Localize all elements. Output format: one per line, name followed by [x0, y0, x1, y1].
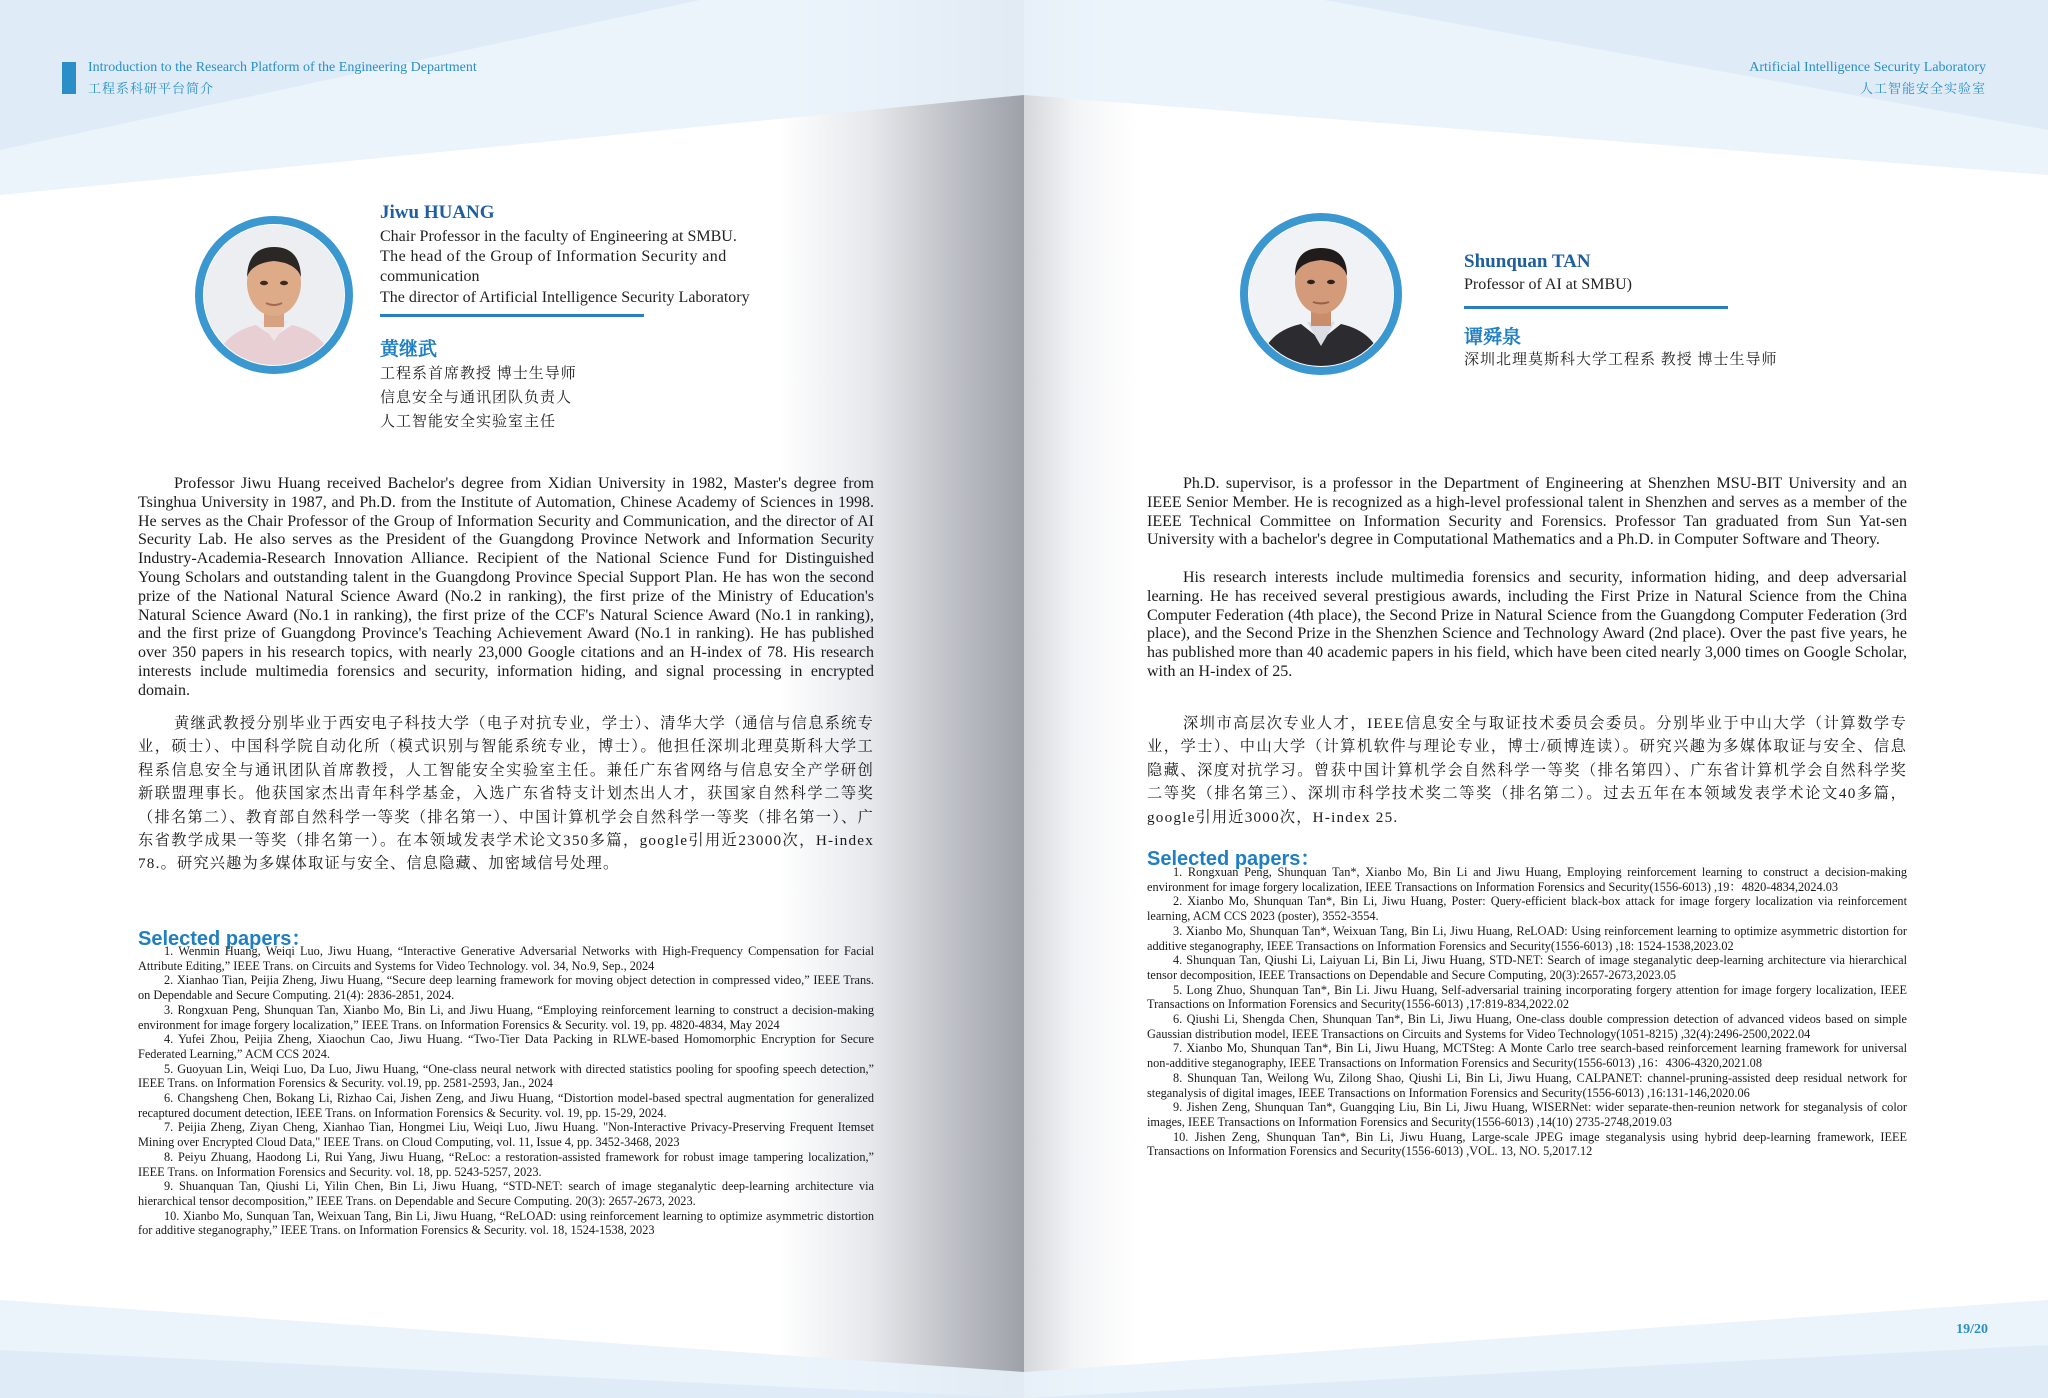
person-portrait-icon: [204, 225, 344, 365]
paper-item: 9. Shuanquan Tan, Qiushi Li, Yilin Chen, Bin Li, Jiwu Huang, “STD-NET: search of image steganalytic deep-learning architecture via hierarchical tensor decomposition,” IEEE Trans. on Dependable and Secure Computing. 20(3): 2657-2673, 2023.: [138, 1179, 874, 1208]
bio-paragraph-zh: 黄继武教授分别毕业于西安电子科技大学（电子对抗专业，学士）、清华大学（通信与信息系统专业，硕士）、中国科学院自动化所（模式识别与智能系统专业，博士）。他担任深圳北理莫斯科大学工程系信息安全与通讯团队首席教授，人工智能安全实验室主任。兼任广东省网络与信息安全产学研创新联盟理事长。他获国家杰出青年科学基金，入选广东省特支计划杰出人才，获国家自然科学二等奖（排名第二）、教育部自然科学一等奖（排名第一）、中国计算机学会自然科学一等奖（排名第一）、广东省教学成果一等奖（排名第一）。在本领域发表学术论文350多篇，google引用近23000次，H-index 78.。研究兴趣为多媒体取证与安全、信息隐藏、加密域信号处理。: [138, 715, 874, 873]
profile-name-zh: 谭舜泉: [1464, 326, 1522, 348]
bio-paragraph-en: His research interests include multimedia forensics and security, information hiding, and deep adversarial learning. He has received several prestigious awards, including the First Prize in Natural Science from the China Computer Federation (4th place), the Second Prize in Natural Science from the Guangdong Computer Federation (3rd place), and the Second Prize in the Shenzhen Science and Technology Award (2nd place). Over the past five years, he has published more than 40 academic papers in his field, which have been cited nearly 3,000 times on Google Scholar, with an H-index of 25.: [1147, 569, 1907, 680]
profile-title-line: communication: [380, 268, 480, 285]
paper-item: 4. Shunquan Tan, Qiushi Li, Laiyuan Li, Bin Li, Jiwu Huang, STD-NET: Search of image steganalytic deep-learning architecture via hierarchical tensor decomposition, IEEE Transactions on Dependable and Secure Computing, 20(3):2657-2673,2023.05: [1147, 953, 1907, 982]
profile-name-en: Jiwu HUANG: [380, 202, 495, 223]
profile-name-zh: 黄继武: [380, 338, 438, 360]
paper-item: 3. Rongxuan Peng, Shunquan Tan, Xianbo Mo, Bin Li, and Jiwu Huang, “Employing reinforcement learning to construct a decision-making environment for image forgery localization,” IEEE Trans. on Information Forensics & Security. vol. 19, pp. 4820-4834, May 2024: [138, 1002, 874, 1032]
paper-item: 8. Peiyu Zhuang, Haodong Li, Rui Yang, Jiwu Huang, “ReLoc: a restoration-assisted framework for robust image tampering localization,” IEEE Trans. on Information Forensics and Security. vol. 18, pp. 5243-5257, 2023.: [138, 1149, 874, 1179]
paper-item: 4. Yufei Zhou, Peijia Zheng, Xiaochun Cao, Jiwu Huang. “Two-Tier Data Packing in RLWE-based Homomorphic Encryption for Secure Federated Learning,” ACM CCS 2024.: [138, 1032, 874, 1061]
profile-title-zh: 工程系首席教授 博士生导师: [380, 366, 577, 382]
profile-title-zh: 深圳北理莫斯科大学工程系 教授 博士生导师: [1464, 352, 1778, 368]
person-portrait-icon: [1249, 222, 1393, 366]
profile-title-line: Professor of AI at SMBU): [1464, 276, 1632, 293]
profile-title-zh: 人工智能安全实验室主任: [380, 414, 557, 430]
paper-item: 1. Wenmin Huang, Weiqi Luo, Jiwu Huang, “Interactive Generative Adversarial Networks with High-Frequency Compensation for Facial Attribute Editing,” IEEE Trans. on Circuits and Systems for Video Technology. vol. 34, No.9, Sep., 2024: [138, 944, 874, 973]
name-divider: [380, 314, 644, 317]
paper-item: 5. Long Zhuo, Shunquan Tan*, Bin Li. Jiwu Huang, Self-adversarial training incorporating forgery attention for image forgery localization, IEEE Transactions on Information Forensics and Security(1556-6013) ,17:819-834,2022.02: [1147, 982, 1907, 1012]
profile-photo-tan: [1249, 222, 1393, 366]
profile-title-line: Chair Professor in the faculty of Engineering at SMBU.: [380, 228, 737, 245]
selected-papers-list: [1147, 865, 1907, 1159]
profile-title-line: The head of the Group of Information Security and: [380, 248, 727, 265]
paper-item: 6. Changsheng Chen, Bokang Li, Rizhao Cai, Jishen Zeng, and Jiwu Huang, “Distortion model-based spectral augmentation for generalized recaptured document detection, IEEE Trans. on Information Forensics & Security. vol. 19, pp. 15-29, 2024.: [138, 1091, 874, 1120]
selected-papers-list: [138, 944, 874, 1238]
bio-paragraph-zh: 深圳市高层次专业人才，IEEE信息安全与取证技术委员会委员。分别毕业于中山大学（计算数学专业，学士）、中山大学（计算机软件与理论专业，博士/硕博连读）。研究兴趣为多媒体取证与安全、信息隐藏、深度对抗学习。曾获中国计算机学会自然科学一等奖（排名第四）、广东省计算机学会自然科学奖二等奖（排名第三）、深圳市科学技术奖二等奖（排名第二）。过去五年在本领域发表学术论文40多篇，google引用近3000次，H-index 25.: [1147, 715, 1907, 826]
paper-item: 8. Shunquan Tan, Weilong Wu, Zilong Shao, Qiushi Li, Bin Li, Jiwu Huang, CALPANET: channel-pruning-assisted deep residual network for steganalysis of digital images, IEEE Transactions on Information Forensics and Security(1556-6013) ,16:131-146,2020.06: [1147, 1070, 1907, 1100]
right-background-decoration: [1024, 0, 2048, 1398]
header-accent-bar: [62, 62, 76, 94]
right-page: [1024, 0, 2048, 1398]
header-title-zh: 工程系科研平台简介: [88, 81, 215, 96]
bio-paragraph-en: Ph.D. supervisor, is a professor in the Department of Engineering at Shenzhen MSU-BIT University and an IEEE Senior Member. He is recognized as a high-level professional talent in Shenzhen and serves as a member of the IEEE Technical Committee on Information Security and Forensics. Professor Tan graduated from Sun Yat-sen University with a bachelor's degree in Computational Mathematics and a Ph.D. in Computer Software and Theory.: [1147, 475, 1907, 549]
profile-photo-huang: [204, 225, 344, 365]
bio-paragraph-en: Professor Jiwu Huang received Bachelor's degree from Xidian University in 1982, Master's degree from Tsinghua University in 1987, and Ph.D. from the Institute of Automation, Chinese Academy of Sciences in 1998. He serves as the Chair Professor of the Group of Information Security and Communication, and the director of AI Security Lab. He also serves as the President of the Guangdong Province Network and Information Security Industry-Academia-Research Innovation Alliance. Recipient of the National Science Fund for Distinguished Young Scholars and outstanding talent in the Guangdong Province Special Support Plan. He has won the second prize of the National Natural Science Award (No.2 in ranking), the first prize of the Ministry of Education's Natural Science Award (No.1 in ranking), the first prize of the CCF's Natural Science Award (No.1 in ranking), and the first prize of Guangdong Province's Teaching Achievement Award (No.1 in ranking). He has published over 350 papers in his research topics, with nearly 23,000 Google citations and an H-index of 78. His research interests include multimedia forensics and security, information hiding, and signal processing in encrypted domain.: [138, 475, 874, 699]
paper-item: 7. Xianbo Mo, Shunquan Tan*, Bin Li, Jiwu Huang, MCTSteg: A Monte Carlo tree search-based reinforcement learning framework for universal non-additive steganography, IEEE Transactions on Information Forensics and Security(1556-6013) ,16：4306-4320,2021.08: [1147, 1041, 1907, 1071]
selected-papers-heading: Selected papers：: [1147, 848, 1321, 870]
paper-item: 2. Xianhao Tian, Peijia Zheng, Jiwu Huang, “Secure deep learning framework for moving object detection in compressed video,” IEEE Trans. on Dependable and Secure Computing. 21(4): 2836-2851, 2024.: [138, 973, 874, 1003]
paper-item: 10. Jishen Zeng, Shunquan Tan*, Bin Li, Jiwu Huang, Large-scale JPEG image steganalysis using hybrid deep-learning framework, IEEE Transactions on Information Forensics and Security(1556-6013) ,VOL. 13, NO. 5,2017.12: [1147, 1129, 1907, 1159]
page-number: 19/20: [1956, 1322, 1988, 1337]
name-divider: [1464, 306, 1728, 309]
profile-title-line: The director of Artificial Intelligence Security Laboratory: [380, 289, 750, 306]
profile-title-zh: 信息安全与通讯团队负责人: [380, 390, 573, 406]
profile-name-en: Shunquan TAN: [1464, 251, 1591, 272]
paper-item: 9. Jishen Zeng, Shunquan Tan*, Guangqing Liu, Bin Li, Jiwu Huang, WISERNet: wider separate-then-reunion network for steganalysis of color images, IEEE Transactions on Information Forensics and Security(1556-6013) ,14(10) 2735-2748,2019.03: [1147, 1100, 1907, 1129]
paper-item: 10. Xianbo Mo, Sunquan Tan, Weixuan Tang, Bin Li, Jiwu Huang, “ReLOAD: using reinforcement learning to optimize asymmetric distortion for additive steganography,” IEEE Trans. on Information Forensics & Security. vol. 18, 1524-1538, 2023: [138, 1208, 874, 1238]
paper-item: 2. Xianbo Mo, Shunquan Tan*, Bin Li, Jiwu Huang, Poster: Query-efficient black-box attack for image forgery localization via reinforcement learning, ACM CCS 2023 (poster), 3552-3554.: [1147, 894, 1907, 924]
header-title-en: Introduction to the Research Platform of the Engineering Department: [88, 60, 477, 75]
paper-item: 5. Guoyuan Lin, Weiqi Luo, Da Luo, Jiwu Huang, “One-class neural network with directed statistics pooling for spoofing speech detection,” IEEE Trans. on Information Forensics & Security. vol.19, pp. 2581-2593, Jan., 2024: [138, 1061, 874, 1091]
paper-item: 1. Rongxuan Peng, Shunquan Tan*, Xianbo Mo, Bin Li and Jiwu Huang, Employing reinforcement learning to construct a decision-making environment for image forgery localization, IEEE Transactions on Information Forensics and Security(1556-6013) ,19：4820-4834,2024.03: [1147, 865, 1907, 894]
header-title-en: Artificial Intelligence Security Laboratory: [1749, 60, 1986, 75]
paper-item: 6. Qiushi Li, Shengda Chen, Shunquan Tan*, Bin Li, Jiwu Huang, One-class double compression detection of advanced videos based on simple Gaussian distribution model, IEEE Transactions on Circuits and Systems for Video Technology(1051-8215) ,32(4):2496-2500,2022.04: [1147, 1012, 1907, 1041]
paper-item: 7. Peijia Zheng, Ziyan Cheng, Xianhao Tian, Hongmei Liu, Weiqi Luo, Jiwu Huang. "Non-Interactive Privacy-Preserving Frequent Itemset Mining over Encrypted Cloud Data," IEEE Trans. on Cloud Computing, vol. 11, Issue 4, pp. 3452-3468, 2023: [138, 1120, 874, 1150]
header-title-zh: 人工智能安全实验室: [1859, 81, 1986, 96]
selected-papers-heading: Selected papers：: [138, 928, 312, 950]
paper-item: 3. Xianbo Mo, Shunquan Tan*, Weixuan Tang, Bin Li, Jiwu Huang, ReLOAD: Using reinforcement learning to optimize asymmetric distortion for additive steganography, IEEE Transactions on Information Forensics and Security(1556-6013) ,18: 1524-1538,2023.02: [1147, 923, 1907, 953]
